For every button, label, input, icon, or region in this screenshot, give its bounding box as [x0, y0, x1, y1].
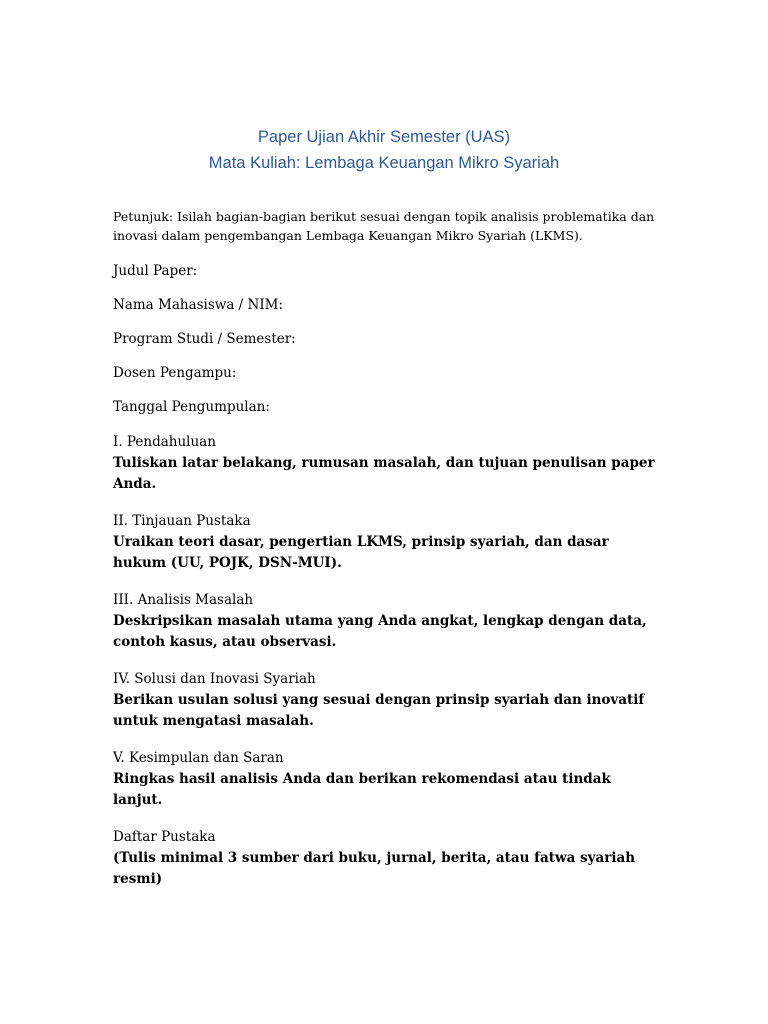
section-pendahuluan — [113, 432, 658, 495]
field-tanggal-pengumpulan: Tanggal Pengumpulan: — [113, 399, 270, 415]
section-heading: I. Pendahuluan — [113, 434, 216, 450]
field-judul-paper: Judul Paper: — [113, 263, 198, 279]
section-body: Tuliskan latar belakang, rumusan masalah, dan tujuan penulisan paper Anda. — [113, 455, 655, 492]
section-heading: Daftar Pustaka — [113, 829, 216, 845]
section-body: Deskripsikan masalah utama yang Anda angkat, lengkap dengan data, contoh kasus, atau observasi. — [113, 613, 647, 650]
section-body: Berikan usulan solusi yang sesuai dengan prinsip syariah dan inovatif untuk mengatasi masalah. — [113, 692, 645, 729]
section-heading: II. Tinjauan Pustaka — [113, 513, 251, 529]
field-program-studi: Program Studi / Semester: — [113, 331, 296, 347]
section-body: Ringkas hasil analisis Anda dan berikan rekomendasi atau tindak lanjut. — [113, 771, 611, 808]
document-title — [0, 124, 768, 176]
section-heading: IV. Solusi dan Inovasi Syariah — [113, 671, 316, 687]
title-line-2: Mata Kuliah: Lembaga Keuangan Mikro Syariah — [208, 154, 560, 172]
section-heading: III. Analisis Masalah — [113, 592, 254, 608]
document-body — [113, 207, 658, 906]
section-tinjauan-pustaka — [113, 511, 658, 574]
section-kesimpulan-saran — [113, 748, 658, 811]
field-dosen-pengampu: Dosen Pengampu: — [113, 365, 237, 381]
section-body: (Tulis minimal 3 sumber dari buku, jurnal, berita, atau fatwa syariah resmi) — [113, 850, 636, 887]
title-line-1: Paper Ujian Akhir Semester (UAS) — [257, 128, 511, 146]
section-body: Uraikan teori dasar, pengertian LKMS, prinsip syariah, dan dasar hukum (UU, POJK, DSN-MUI). — [113, 534, 609, 571]
section-daftar-pustaka — [113, 827, 658, 890]
section-heading: V. Kesimpulan dan Saran — [113, 750, 284, 766]
field-nama-nim: Nama Mahasiswa / NIM: — [113, 297, 284, 313]
section-analisis-masalah — [113, 590, 658, 653]
instructions-text: Petunjuk: Isilah bagian-bagian berikut sesuai dengan topik analisis problematika dan inovasi dalam pengembangan Lembaga Keuangan Mikro Syariah (LKMS). — [113, 209, 655, 243]
section-solusi-inovasi — [113, 669, 658, 732]
